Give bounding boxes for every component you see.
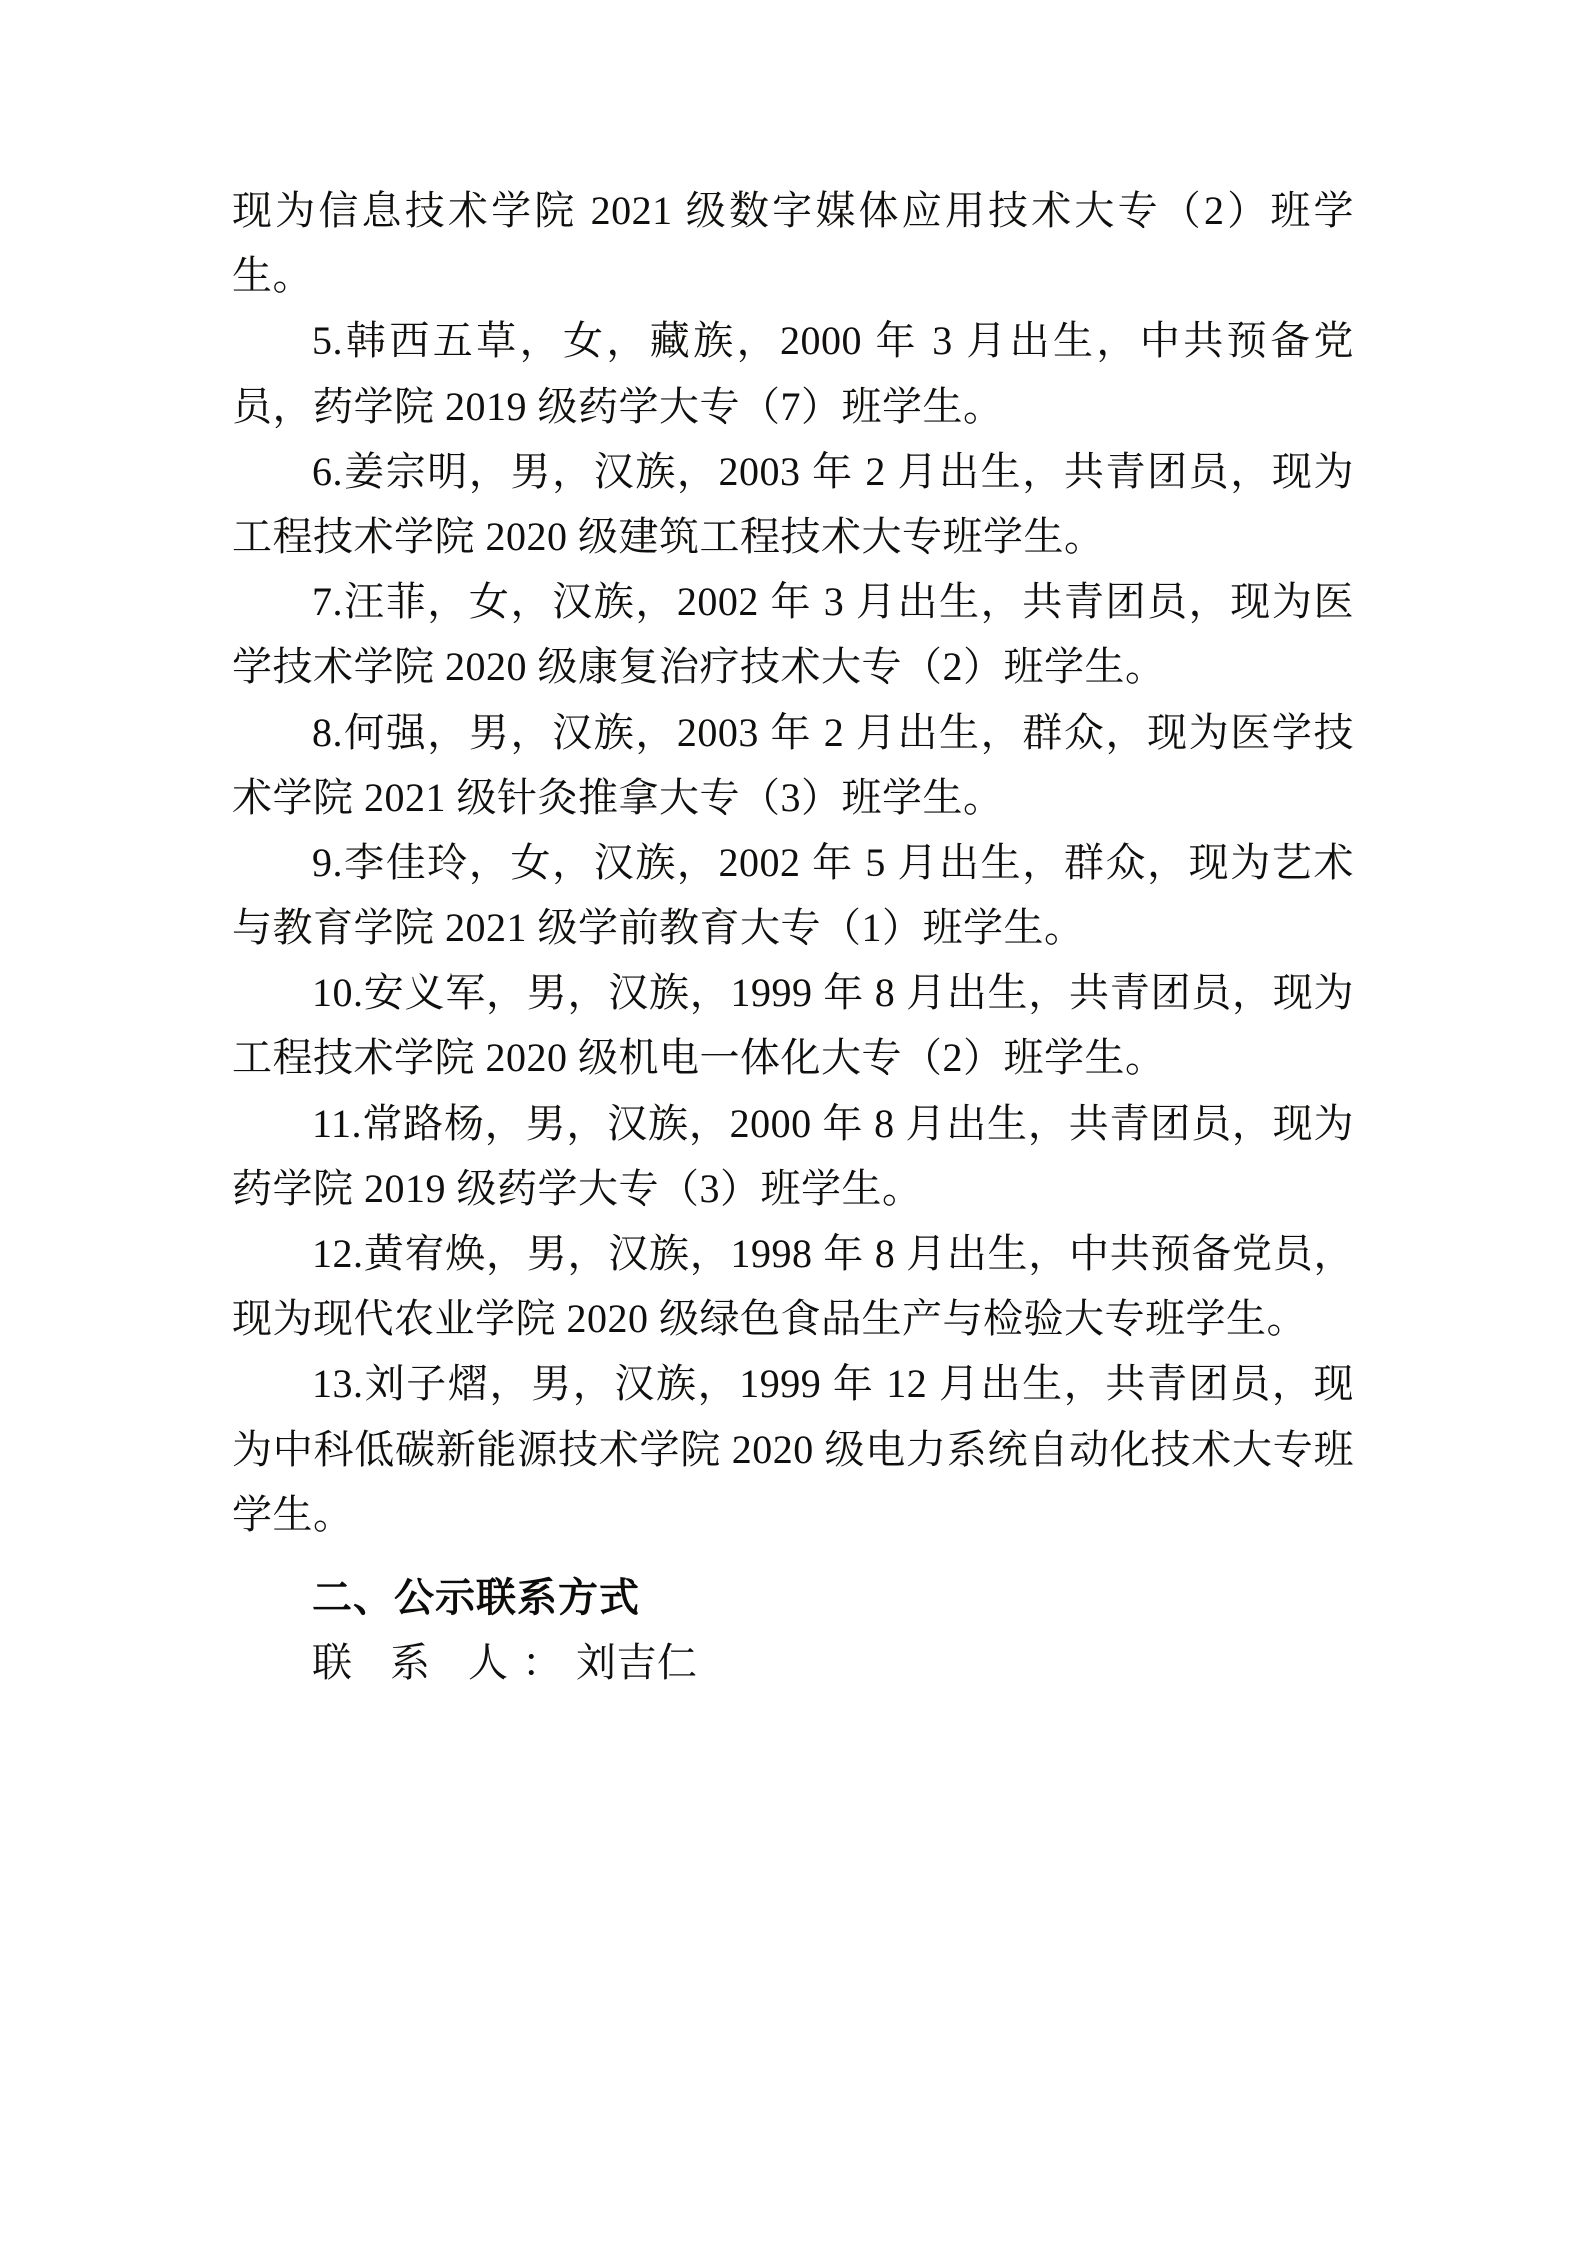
paragraph-item-5: 5.韩西五草，女，藏族，2000 年 3 月出生，中共预备党员，药学院 2019 级药学大专（7）班学生。 xyxy=(232,318,1354,429)
paragraph-item-13: 13.刘子熠，男，汉族，1999 年 12 月出生，共青团员，现为中科低碳新能源技术学院 2020 级电力系统自动化技术大专班学生。 xyxy=(232,1361,1354,1537)
paragraph-item-9: 9.李佳玲，女，汉族，2002 年 5 月出生，群众，现为艺术与教育学院 2021 级学前教育大专（1）班学生。 xyxy=(232,839,1354,951)
document-body xyxy=(232,178,1354,1695)
contact-person-value: 刘吉仁 xyxy=(576,1640,698,1686)
contact-person-line xyxy=(232,1630,1354,1695)
paragraph-item-7: 7.汪菲，女，汉族，2002 年 3 月出生，共青团员，现为医学技术学院 2020 级康复治疗技术大专（2）班学生。 xyxy=(232,579,1354,690)
contact-person-label: 联 系 人： xyxy=(312,1640,576,1686)
section-heading-contact-method: 二、公示联系方式 xyxy=(312,1574,640,1620)
paragraph-item-8: 8.何强，男，汉族，2003 年 2 月出生，群众，现为医学技术学院 2021 级针灸推拿大专（3）班学生。 xyxy=(232,709,1354,820)
paragraph-item-12: 12.黄宥焕，男，汉族，1998 年 8 月出生，中共预备党员，现为现代农业学院 2020 级绿色食品生产与检验大专班学生。 xyxy=(232,1231,1354,1342)
paragraph-continuation: 现为信息技术学院 2021 级数字媒体应用技术大专（2）班学生。 xyxy=(232,188,1354,299)
paragraph-item-10: 10.安义军，男，汉族，1999 年 8 月出生，共青团员，现为工程技术学院 2020 级机电一体化大专（2）班学生。 xyxy=(232,970,1354,1081)
paragraph-item-6: 6.姜宗明，男，汉族，2003 年 2 月出生，共青团员，现为工程技术学院 2020 级建筑工程技术大专班学生。 xyxy=(232,448,1354,559)
paragraph-item-11: 11.常路杨，男，汉族，2000 年 8 月出生，共青团员，现为药学院 2019 级药学大专（3）班学生。 xyxy=(232,1100,1354,1211)
